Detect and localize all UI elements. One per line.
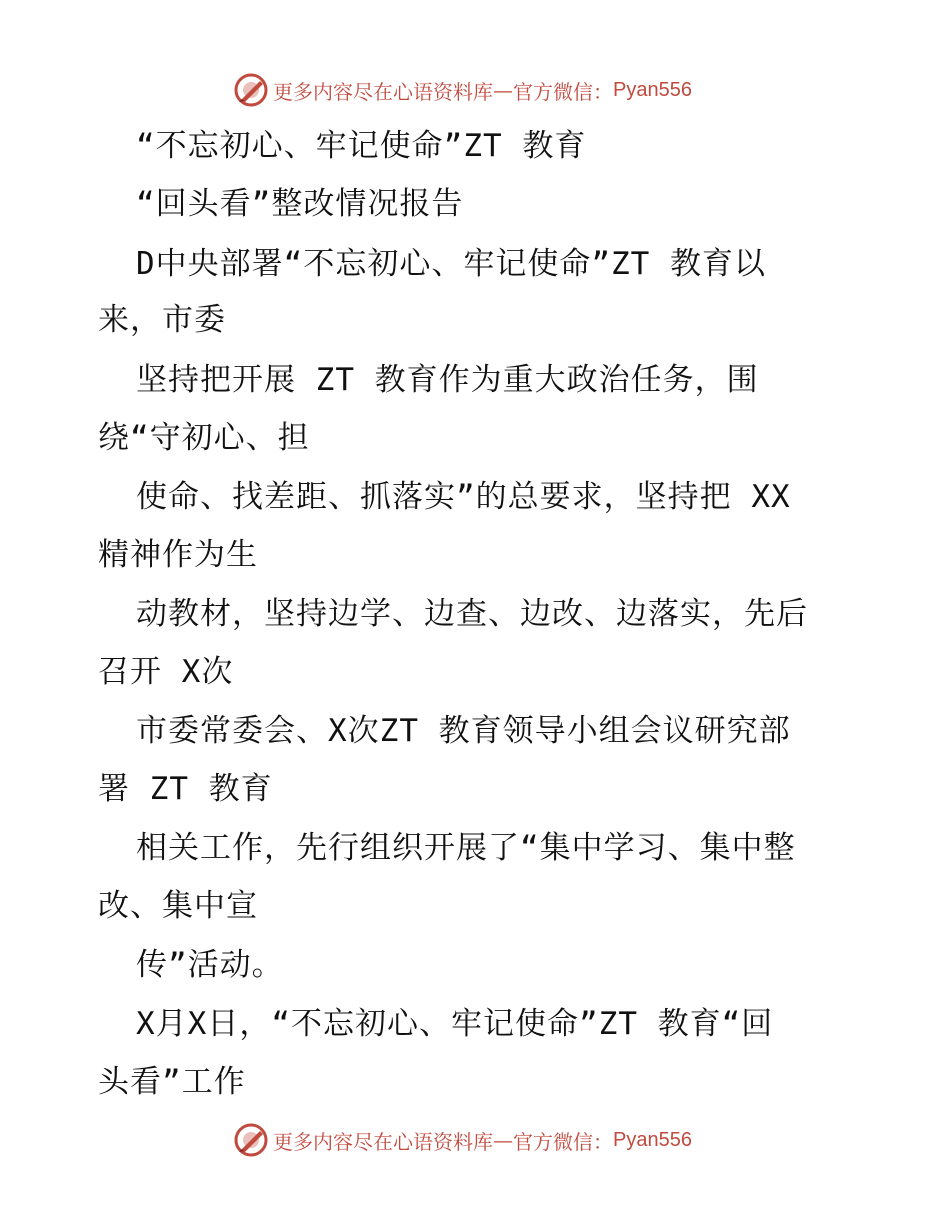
pen-logo-icon [233,1122,269,1158]
doc-text-line: 坚持把开展 ZT 教育作为重大政治任务，围 [136,362,759,398]
doc-text-line: 召开 X次 [98,654,234,690]
doc-title-line-2: “回头看”整改情况报告 [136,186,464,222]
doc-text-line: X月X日，“不忘初心、牢记使命”ZT 教育“回 [136,1006,774,1042]
watermark-wechat-label: 官方微信： [513,1129,613,1154]
doc-text-line: 使命、找差距、抓落实”的总要求，坚持把 XX [136,479,791,515]
doc-text-line: 来，市委 [98,302,226,338]
doc-text-line: 改、集中宣 [98,888,258,924]
doc-text-line: 绕“守初心、担 [98,420,310,456]
watermark-wechat-id: Pyan556 [613,1128,692,1151]
footer-watermark [233,1120,692,1160]
watermark-wechat-label: 官方微信： [513,79,613,104]
doc-text-line: 相关工作，先行组织开展了“集中学习、集中整 [136,830,796,866]
watermark-brand: 更多内容尽在心语资料库 [273,79,493,104]
watermark-separator: — [493,1128,513,1152]
doc-text-line: 头看”工作 [98,1064,246,1100]
watermark-brand: 更多内容尽在心语资料库 [273,1129,493,1154]
doc-text-line: 传”活动。 [136,947,284,983]
doc-title-line-1: “不忘初心、牢记使命”ZT 教育 [136,128,587,164]
watermark-separator: — [493,78,513,102]
doc-text-line: 市委常委会、X次ZT 教育领导小组会议研究部 [136,713,791,749]
watermark-wechat-id: Pyan556 [613,78,692,101]
doc-text-line: D中央部署“不忘初心、牢记使命”ZT 教育以 [136,246,766,282]
doc-text-line: 精神作为生 [98,537,258,573]
doc-text-line: 署 ZT 教育 [98,771,273,807]
doc-text-line: 动教材，坚持边学、边查、边改、边落实，先后 [136,596,808,632]
